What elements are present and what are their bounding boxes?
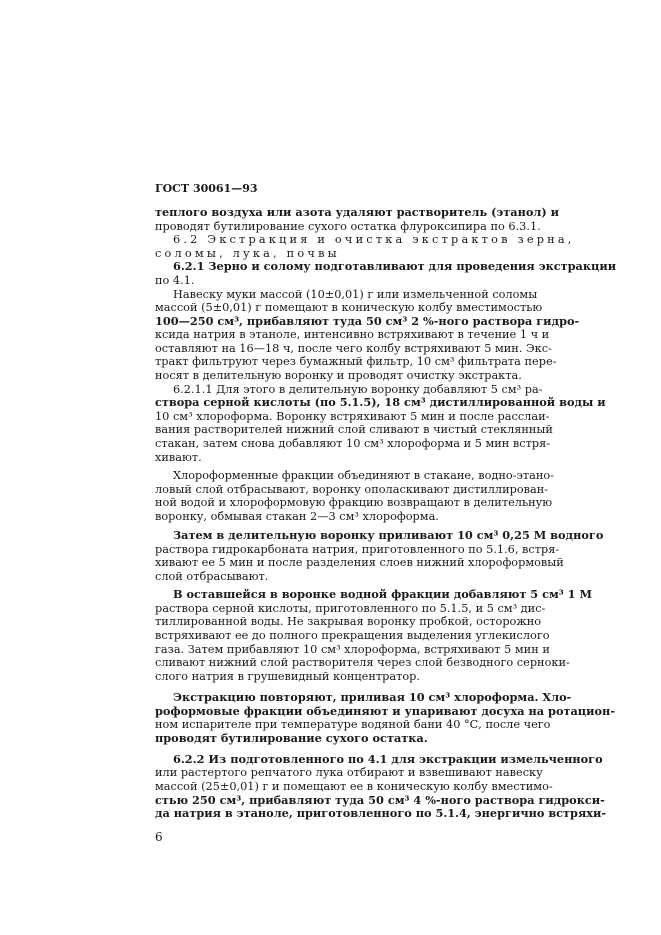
text-line: 6.2.1.1 Для этого в делительную воронку добавляют 5 см³ ра-: [173, 383, 543, 396]
text-line: тиллированной воды. Не закрывая воронку пробкой, осторожно: [155, 615, 542, 628]
text-line: ксида натрия в этаноле, интенсивно встряхивают в течение 1 ч и: [155, 328, 550, 341]
text-line: массой (25±0,01) г и помещают ее в коническую колбу вместимо-: [155, 780, 553, 793]
text-line: слой отбрасывают.: [155, 570, 269, 583]
text-line: хивают ее 5 мин и после разделения слоев нижний хлороформовый: [155, 556, 564, 569]
text-line: ной водой и хлороформовую фракцию возвращают в делительную: [155, 496, 553, 509]
text-line: носят в делительную воронку и проводят очистку экстракта.: [155, 369, 522, 382]
text-line: стью 250 см³, прибавляют туда 50 см³ 4 %-ного раствора гидрокси-: [155, 793, 605, 807]
text-line: 100—250 см³, прибавляют туда 50 см³ 2 %-ного раствора гидро-: [155, 314, 580, 328]
section-heading: соломы, лука, почвы: [155, 247, 340, 260]
text-line: Затем в делительную воронку приливают 10 см³ 0,25 М водного: [173, 528, 604, 542]
text-line: 6.2.2 Из подготовленного по 4.1 для экстракции измельченного: [173, 752, 603, 766]
text-line: слого натрия в грушевидный концентратор.: [155, 670, 420, 683]
text-line: теплого воздуха или азота удаляют растворитель (этанол) и: [155, 205, 560, 219]
text-line: хивают.: [155, 451, 202, 464]
text-line: или растертого репчатого лука отбирают и взвешивают навеску: [155, 766, 543, 779]
text-line: проводят бутилирование сухого остатка флуроксипира по 6.3.1.: [155, 220, 541, 233]
section-heading: 6.2 Экстракция и очистка экстрактов зерна,: [173, 233, 575, 246]
text-line: стакан, затем снова добавляют 10 см³ хлороформа и 5 мин встря-: [155, 437, 551, 450]
text-line: раствора серной кислоты, приготовленного по 5.1.5, и 5 см³ дис-: [155, 602, 546, 615]
text-line: газа. Затем прибавляют 10 см³ хлороформа, встряхивают 5 мин и: [155, 643, 550, 656]
text-line: Хлороформенные фракции объединяют в стакане, водно-этано-: [173, 469, 554, 482]
text-line: по 4.1.: [155, 274, 195, 287]
text-line: проводят бутилирование сухого остатка.: [155, 731, 428, 745]
text-line: вания растворителей нижний слой сливают в чистый стеклянный: [155, 423, 553, 436]
text-line: роформовые фракции объединяют и упаривают досуха на ротацион-: [155, 704, 616, 718]
text-line: сливают нижний слой растворителя через слой безводного серноки-: [155, 656, 570, 669]
text-line: да натрия в этаноле, приготовленного по 5.1.4, энергично встряхи-: [155, 806, 607, 820]
text-line: 10 см³ хлороформа. Воронку встряхивают 5 мин и после расслаи-: [155, 410, 550, 423]
text-line: Экстракцию повторяют, приливая 10 см³ хлороформа. Хло-: [173, 690, 572, 704]
text-line: оставляют на 16—18 ч, после чего колбу встряхивают 5 мин. Экс-: [155, 342, 552, 355]
text-line: воронку, обмывая стакан 2—3 см³ хлороформа.: [155, 510, 439, 523]
page-number: 6: [155, 830, 163, 844]
text-line: тракт фильтруют через бумажный фильтр, 10 см³ фильтрата пере-: [155, 355, 557, 368]
text-line: раствора гидрокарбоната натрия, приготовленного по 5.1.6, встря-: [155, 543, 560, 556]
document-header: ГОСТ 30061—93: [155, 182, 258, 195]
text-line: ловый слой отбрасывают, воронку ополаскивают дистиллирован-: [155, 483, 549, 496]
text-line: ном испарителе при температуре водяной бани 40 °С, после чего: [155, 718, 551, 731]
text-line: 6.2.1 Зерно и солому подготавливают для проведения экстракции: [173, 259, 617, 273]
text-line: В оставшейся в воронке водной фракции добавляют 5 см³ 1 М: [173, 587, 592, 601]
text-line: встряхивают ее до полного прекращения выделения углекислого: [155, 629, 550, 642]
text-line: массой (5±0,01) г помещают в коническую колбу вместимостью: [155, 301, 543, 314]
text-line: створа серной кислоты (по 5.1.5), 18 см³ дистиллированной воды и: [155, 395, 606, 409]
text-line: Навеску муки массой (10±0,01) г или измельченной соломы: [173, 288, 538, 301]
